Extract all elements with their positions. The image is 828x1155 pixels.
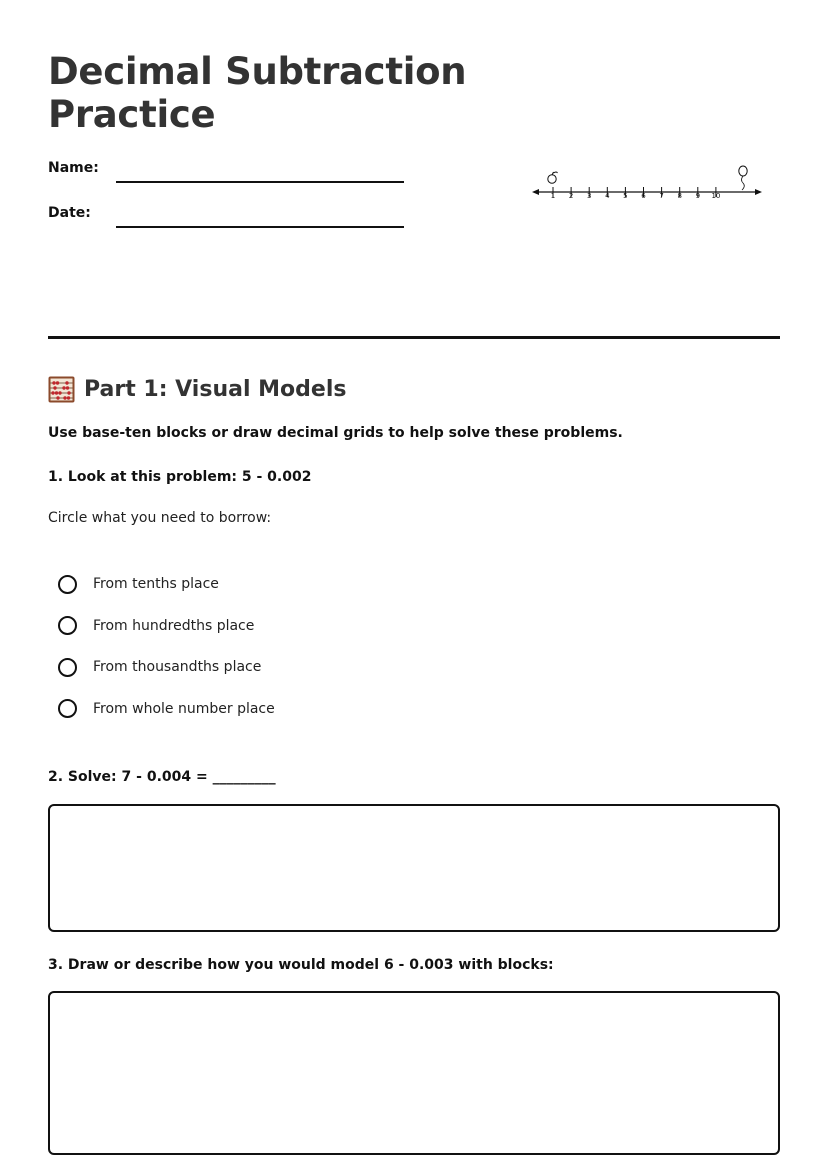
question-2-label: 2. Solve: 7 - 0.004 = _________ (48, 769, 276, 785)
number-line-left-arrow (532, 189, 539, 195)
number-line-tick-label: 2 (568, 192, 574, 200)
number-line-tick-label: 7 (659, 192, 664, 200)
question-1-label: 1. Look at this problem: 5 - 0.002 (48, 469, 312, 485)
name-label: Name: (48, 160, 99, 176)
option-whole-number[interactable] (58, 697, 458, 721)
radio-circle[interactable] (58, 658, 77, 677)
option-label: From tenths place (93, 576, 219, 592)
name-write-line[interactable] (116, 181, 404, 183)
apple-icon (548, 172, 558, 183)
number-line-tick-label: 5 (623, 192, 628, 200)
abacus-icon (48, 376, 75, 403)
radio-circle[interactable] (58, 575, 77, 594)
number-line-tick-label: 6 (641, 192, 646, 200)
number-line-tick-label: 8 (677, 192, 682, 200)
number-line-tick-label: 1 (550, 192, 556, 200)
number-line-tick-label: 9 (695, 192, 701, 200)
number-line-tick-label: 4 (605, 192, 610, 200)
question-1-options (58, 572, 458, 738)
page-title: Decimal Subtraction Practice (48, 50, 467, 136)
part1-instruction: Use base-ten blocks or draw decimal grids to help solve these problems. (48, 425, 623, 441)
option-hundredths[interactable] (58, 614, 458, 638)
question-3-answer-box[interactable] (48, 991, 780, 1155)
radio-circle[interactable] (58, 699, 77, 718)
balloon-icon (739, 166, 747, 190)
header-divider (48, 336, 780, 339)
number-line-illustration (532, 160, 762, 206)
worksheet-page (48, 0, 780, 973)
date-field (48, 205, 408, 229)
number-line-tick-label: 10 (711, 192, 721, 200)
question-2-answer-box[interactable] (48, 804, 780, 932)
option-label: From thousandths place (93, 659, 262, 675)
question-3-label: 3. Draw or describe how you would model 6 - 0.003 with blocks: (48, 957, 554, 973)
option-thousandths[interactable] (58, 655, 458, 679)
question-1-prompt: Circle what you need to borrow: (48, 510, 272, 526)
option-tenths[interactable] (58, 572, 458, 596)
date-label: Date: (48, 205, 91, 221)
radio-circle[interactable] (58, 616, 77, 635)
part1-heading (48, 374, 346, 404)
part1-title: Part 1: Visual Models (84, 376, 347, 402)
worksheet-header (48, 0, 780, 340)
name-field (48, 160, 408, 184)
option-label: From hundredths place (93, 617, 255, 634)
number-line-right-arrow (755, 189, 762, 195)
option-label: From whole number place (93, 700, 275, 717)
number-line-tick-label: 3 (586, 192, 592, 200)
date-write-line[interactable] (116, 226, 404, 228)
